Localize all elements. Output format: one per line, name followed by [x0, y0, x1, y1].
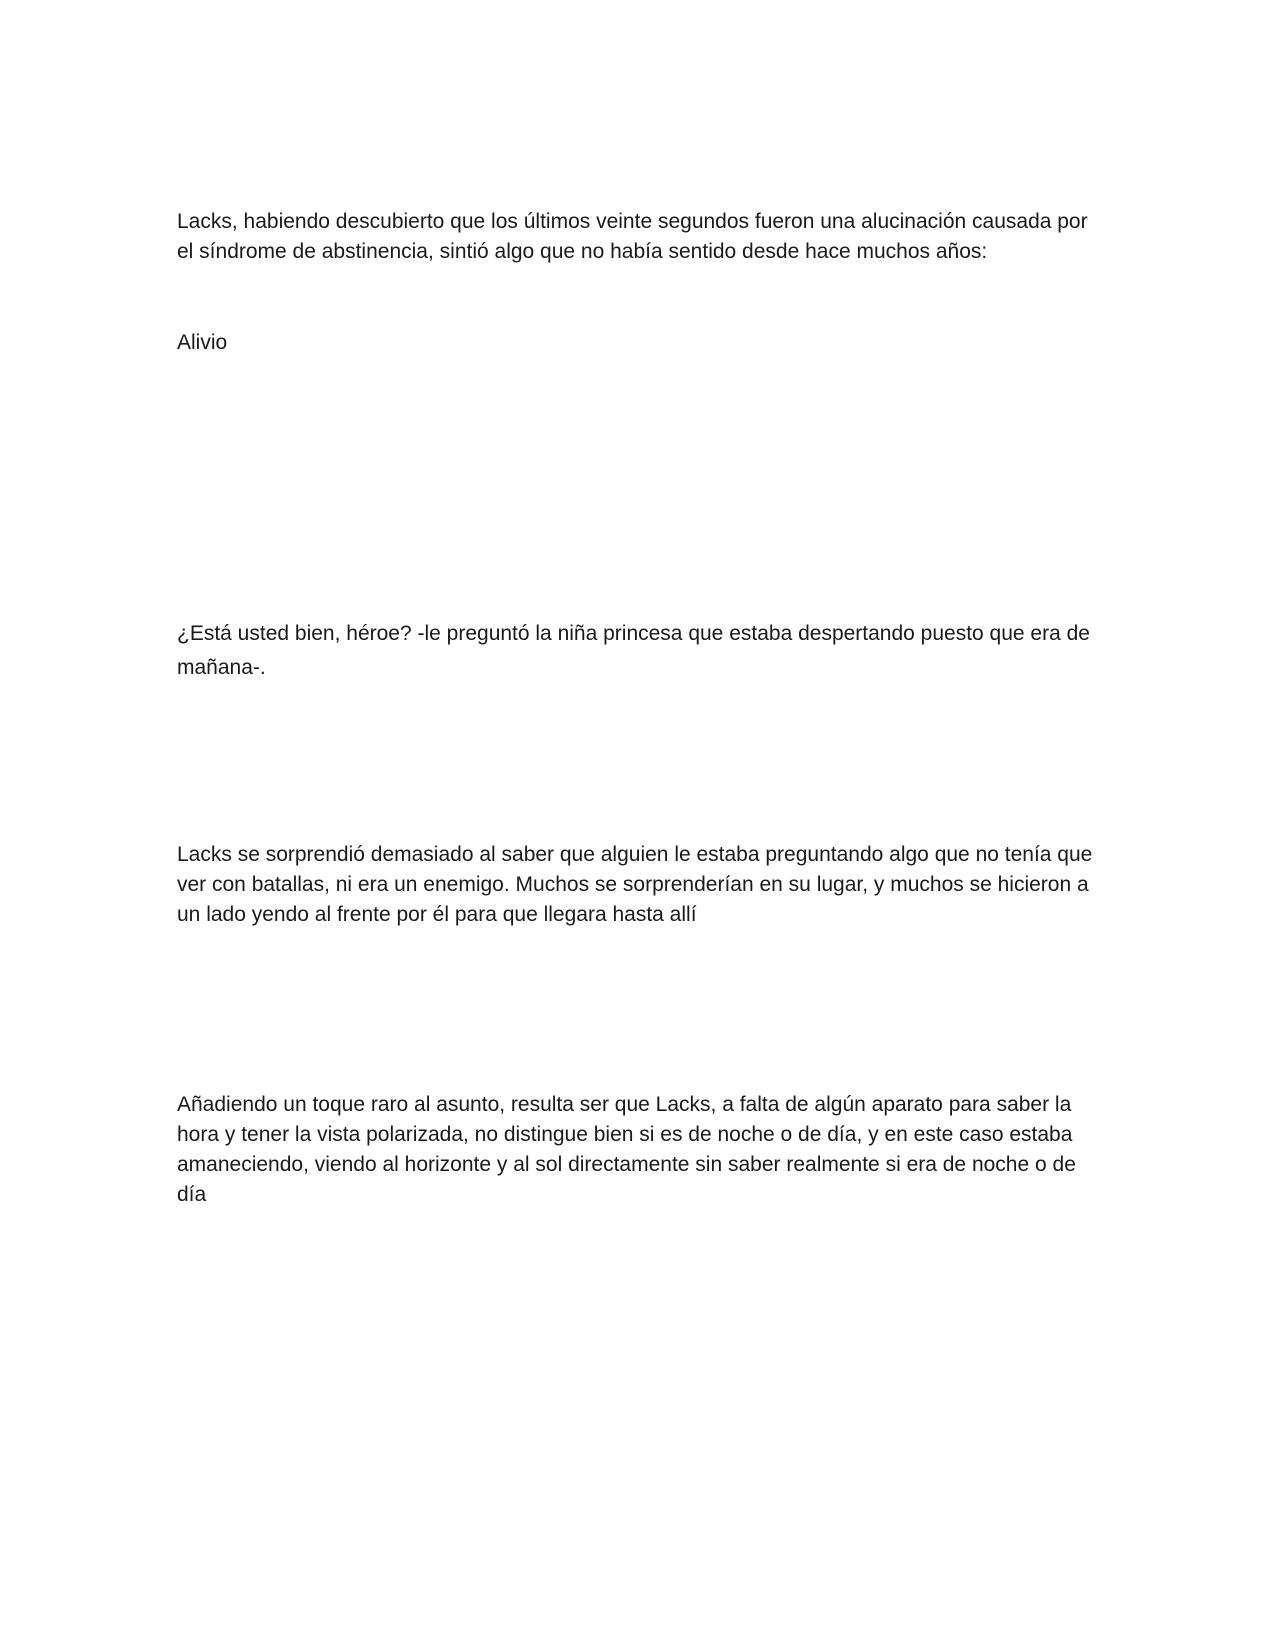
paragraph-alivio: Alivio — [177, 331, 228, 354]
paragraph-lacks-surprised: Lacks se sorprendió demasiado al saber que alguien le estaba preguntando algo que no tenía que ver con batallas, ni era un enemigo. Muchos se sorprenderían en su lugar, y muchos se hicieron a un lado yendo al frente por él para que llegara hasta allí — [177, 843, 1093, 926]
paragraph-princess-question: ¿Está usted bien, héroe? -le preguntó la niña princesa que estaba despertando puesto que era de mañana-. — [177, 622, 1090, 679]
paragraph-hallucination-relief: Lacks, habiendo descubierto que los últimos veinte segundos fueron una alucinación causada por el síndrome de abstinencia, sintió algo que no había sentido desde hace muchos años: — [177, 210, 1088, 263]
paragraph-day-or-night: Añadiendo un toque raro al asunto, resulta ser que Lacks, a falta de algún aparato para saber la hora y tener la vista polarizada, no distingue bien si es de noche o de día, y en este caso estaba amaneciendo, viendo al horizonte y al sol directamente sin saber realmente si era de noche o de día — [177, 1093, 1076, 1206]
